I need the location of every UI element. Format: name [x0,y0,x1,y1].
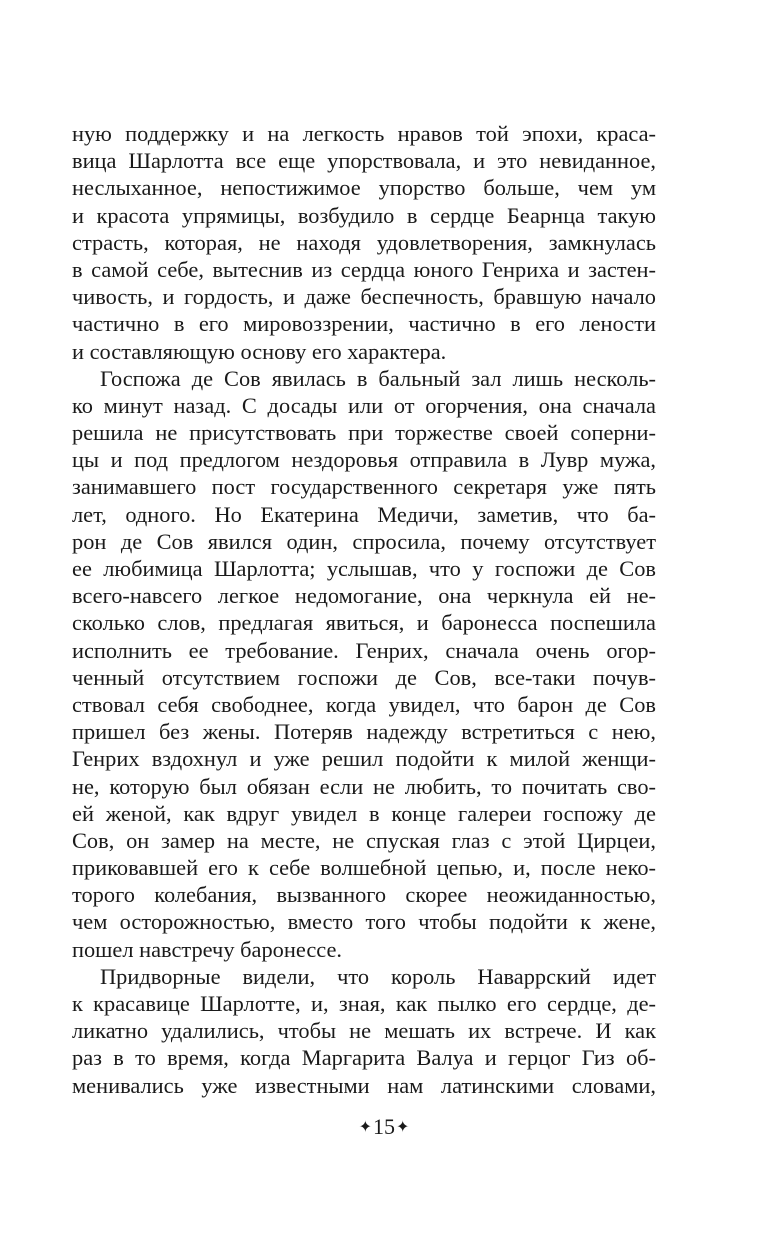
text-line: цы и под предлогом нездоровья отправила в Лувр мужа, [72,447,656,473]
paragraph [72,365,656,963]
text-line: менивались уже известными нам латинскими словами, [72,1072,656,1098]
text-line: ную поддержку и на легкость нравов той эпохи, краса- [72,121,656,146]
text-line: ченный отсутствием госпожи де Сов, все-таки почув- [72,664,656,690]
text-line: ликатно удалились, чтобы не мешать их встрече. И как [72,1018,656,1044]
text-line: решила не присутствовать при торжестве своей соперни- [72,420,656,446]
text-line: неслыханное, непостижимое упорство больше, чем ум [72,175,656,201]
text-line: к красавице Шарлотте, и, зная, как пылко его сердце, де- [72,991,656,1016]
text-line: Сов, он замер на месте, не спуская глаз с этой Цирцеи, [72,827,656,853]
text-line: ее любимица Шарлотта; услышав, что у госпожи де Сов [72,556,656,581]
text-line: вица Шарлотта все еще упорствовала, и это невиданное, [72,148,656,174]
page-number: 15 [373,1114,395,1139]
page-footer [0,1113,768,1142]
text-line: и красота упрямицы, возбудило в сердце Беарнца такую [72,202,656,228]
text-line: и составляющую основу его характера. [72,338,447,364]
text-line: частично в его мировоззрении, частично в его лености [72,311,656,337]
text-line: ствовал себя свободнее, когда увидел, что барон де Сов [72,691,656,717]
ornament-right-icon: ✦ [396,1119,410,1136]
text-line: Госпожа де Сов явилась в бальный зал лишь несколь- [100,365,656,391]
text-line: приковавшей его к себе волшебной цепью, и, после неко- [72,855,656,881]
text-line: ко минут назад. С досады или от огорчения, она сначала [72,392,656,418]
text-line: чем осторожностью, вместо того чтобы подойти к жене, [72,909,656,935]
text-line: пошел навстречу баронессе. [72,936,342,962]
text-line: ей женой, как вдруг увидел в конце галереи госпожу де [72,800,656,826]
text-line: Придворные видели, что король Наваррский идет [100,963,656,989]
text-line: не, которую был обязан если не любить, то почитать сво- [72,773,656,799]
paragraph [72,120,656,365]
text-line: лет, одного. Но Екатерина Медичи, заметив, что ба- [72,501,656,527]
text-line: пришел без жены. Потеряв надежду встретиться с нею, [72,719,656,745]
text-line: чивость, и гордость, и даже беспечность, бравшую начало [72,284,656,310]
ornament-left-icon: ✦ [358,1119,372,1136]
text-line: рон де Сов явился один, спросила, почему отсутствует [72,528,656,554]
text-line: торого колебания, вызванного скорее неожиданностью, [72,882,656,908]
text-line: занимавшего пост государственного секретаря уже пять [72,474,656,500]
text-line: Генрих вздохнул и уже решил подойти к милой женщи- [72,746,656,772]
text-line: страсть, которая, не находя удовлетворения, замкнулась [72,229,656,255]
paragraph [72,963,656,1099]
text-line: всего-навсего легкое недомогание, она черкнула ей не- [72,583,656,609]
book-page-text [72,120,656,1099]
text-line: сколько слов, предлагая явиться, и баронесса поспешила [72,610,656,636]
text-line: раз в то время, когда Маргарита Валуа и герцог Гиз об- [72,1045,656,1071]
text-line: исполнить ее требование. Генрих, сначала очень огор- [72,637,656,663]
text-line: в самой себе, вытеснив из сердца юного Генриха и застен- [72,256,656,282]
